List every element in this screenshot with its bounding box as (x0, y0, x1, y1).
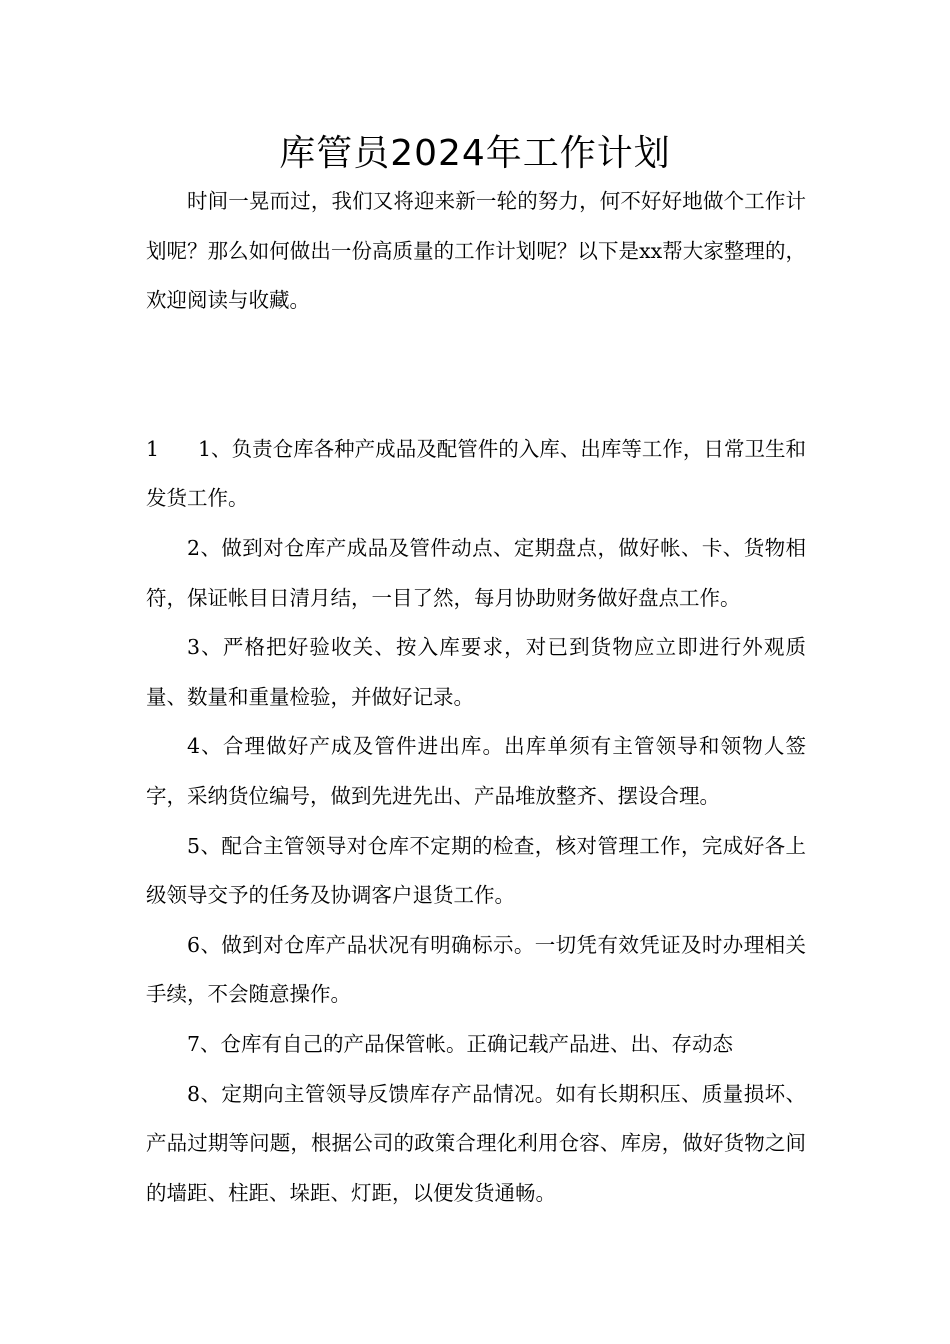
intro-paragraph: 时间一晃而过，我们又将迎来新一轮的努力，何不好好地做个工作计划呢？那么如何做出一份高质量的工作计划呢？以下是xx帮大家整理的，欢迎阅读与收藏。 (146, 189, 806, 313)
list-item-text: 1、负责仓库各种产成品及配管件的入库、出库等工作，日常卫生和发货工作。 (146, 436, 806, 511)
list-item: 2、做到对仓库产成品及管件动点、定期盘点，做好帐、卡、货物相符，保证帐目日清月结，一目了然，每月协助财务做好盘点工作。 (146, 535, 806, 610)
paragraph-spacer (146, 326, 806, 425)
list-item: 4、合理做好产成及管件进出库。出库单须有主管领导和领物人签字，采纳货位编号，做到先进先出、产品堆放整齐、摆设合理。 (146, 734, 806, 808)
section-number: 1 (146, 436, 160, 461)
list-item: 7、仓库有自己的产品保管帐。正确记载产品进、出、存动态 (187, 1031, 734, 1056)
list-item (146, 425, 806, 524)
list-item: 5、配合主管领导对仓库不定期的检查，核对管理工作，完成好各上级领导交予的任务及协调客户退货工作。 (146, 833, 806, 908)
list-item: 8、定期向主管领导反馈库存产品情况。如有长期积压、质量损坏、产品过期等问题，根据公司的政策合理化利用仓容、库房，做好货物之间的墙距、柱距、垛距、灯距，以便发货通畅。 (146, 1081, 806, 1205)
list-item: 6、做到对仓库产品状况有明确标示。一切凭有效凭证及时办理相关手续，不会随意操作。 (146, 932, 806, 1007)
document-title: 库管员2024年工作计划 (279, 133, 671, 174)
document-body (146, 177, 806, 1218)
list-item: 3、严格把好验收关、按入库要求，对已到货物应立即进行外观质量、数量和重量检验，并做好记录。 (146, 635, 806, 709)
